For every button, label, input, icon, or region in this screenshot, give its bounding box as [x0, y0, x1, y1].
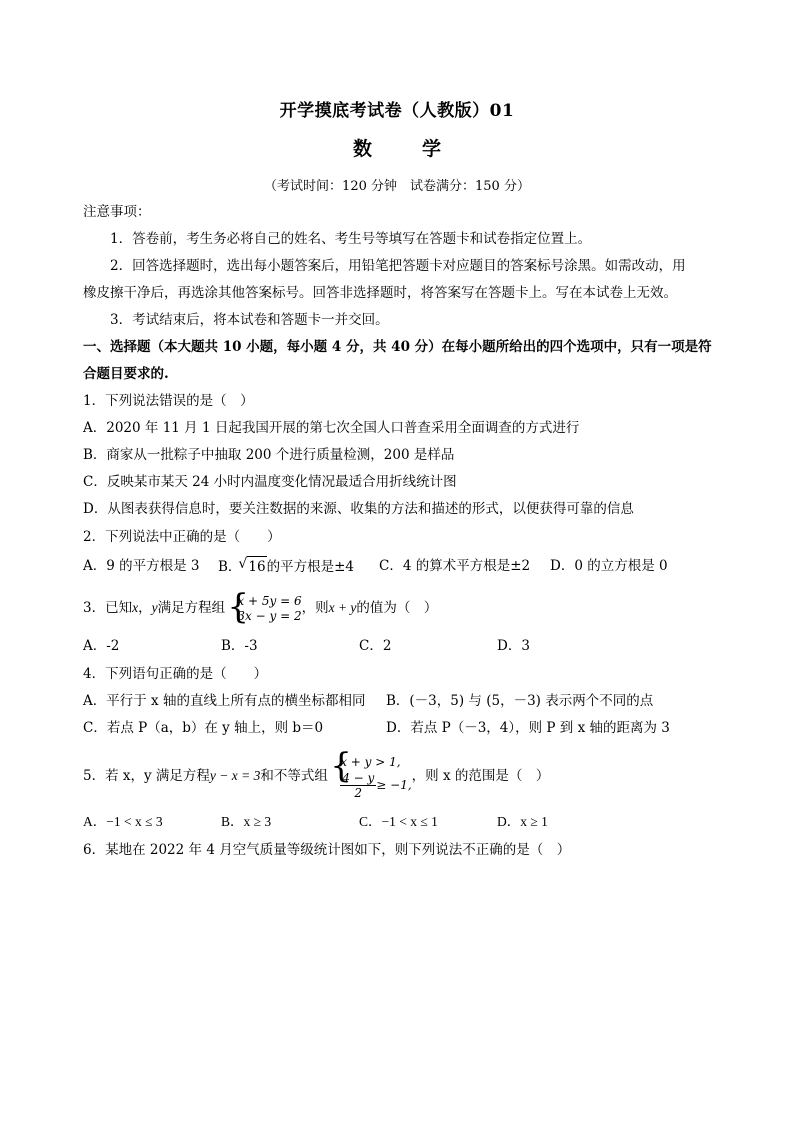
q5-option-d: D．x ≥ 1: [497, 814, 548, 829]
q5-frac-den: 2: [354, 786, 363, 800]
q5-stem-mid: 和不等式组: [260, 768, 328, 784]
q4-option-c: C．若点 P（a，b）在 y 轴上，则 b＝0: [83, 720, 324, 736]
q5-ineq2-rest: ≥ −1,: [376, 778, 412, 792]
q3-stem-then: ，则: [301, 600, 329, 616]
notice-item-2: 2．回答选择题时，选出每小题答案后，用铅笔把答题卡对应题目的答案标号涂黑。如需改动，用: [110, 258, 686, 274]
section-heading-line2: 合题目要求的.: [83, 366, 169, 382]
q5-ineq2: [340, 771, 411, 800]
q5-fraction: [340, 771, 376, 800]
notice-item-1: 1．答卷前，考生务必将自己的姓名、考生号等填写在答题卡和试卷指定位置上。: [110, 231, 592, 247]
q3-option-b: B．-3: [221, 638, 258, 654]
q2-option-a: A．9 的平方根是 3: [83, 558, 200, 574]
q3-sep: ，: [138, 600, 152, 616]
q2-option-d: D．0 的立方根是 0: [550, 558, 668, 574]
q1-option-b: B．商家从一批粽子中抽取 200 个进行质量检测，200 是样品: [83, 447, 455, 463]
subject-char-2: 学: [422, 138, 442, 160]
q3-expr: x + y: [328, 600, 357, 615]
q5-inequality-system: [332, 753, 411, 800]
q3-stem-prefix: 3．已知: [83, 600, 133, 616]
q5-stem-suffix: ，则 x 的范围是（ ）: [411, 768, 550, 784]
q1-option-c: C．反映某市某天 24 小时内温度变化情况最适合用折线统计图: [83, 474, 457, 490]
q5-option-b: B．x ≥ 3: [221, 814, 272, 829]
q2-option-c: C．4 的算术平方根是±2: [379, 558, 531, 574]
subject-heading: [0, 134, 794, 161]
exam-info: （考试时间：120 分钟 试卷满分：150 分）: [264, 179, 530, 194]
q5-equation: y − x = 3: [209, 768, 261, 783]
q2-option-b-prefix: B．: [218, 559, 242, 575]
q3-option-c: C．2: [359, 638, 392, 654]
q1-stem: 1．下列说法错误的是（ ）: [83, 393, 254, 409]
q2-option-b-suffix: 的平方根是±4: [266, 559, 355, 575]
sqrt-16: √ 16: [247, 556, 266, 577]
q5-stem: [83, 748, 549, 804]
q4-stem: 4．下列语句正确的是（ ）: [83, 666, 268, 682]
notice-item-2-cont: 橡皮擦干净后，再选涂其他答案标号。回答非选择题时，将答案写在答题卡上。写在本试卷上无效。: [83, 285, 677, 301]
q6-stem: 6．某地在 2022 年 4 月空气质量等级统计图如下，则下列说法不正确的是（ ）: [83, 842, 571, 858]
q4-option-a: A．平行于 x 轴的直线上所有点的横坐标都相同: [83, 693, 366, 709]
q4-option-d: D．若点 P（－3，4），则 P 到 x 轴的距离为 3: [386, 720, 670, 736]
q3-equation-system: [229, 594, 301, 624]
q3-option-a: A．-2: [83, 638, 120, 654]
q5-option-c: C．−1 < x ≤ 1: [359, 814, 438, 829]
q1-option-a: A．2020 年 11 月 1 日起我国开展的第七次全国人口普查采用全面调查的方式进行: [83, 420, 580, 436]
q3-eq2: 3x − y = 2: [237, 608, 302, 623]
q3-var-x: x: [132, 600, 139, 615]
exam-title: 开学摸底考试卷（人教版）01: [279, 101, 515, 121]
q3-stem-mid: 满足方程组: [157, 600, 226, 616]
q3-stem: [83, 592, 437, 624]
q5-stem-prefix: 5．若 x，y 满足方程: [83, 768, 210, 784]
subject-char-1: 数: [352, 138, 372, 160]
q4-option-b: B．(－3，5) 与 (5，－3) 表示两个不同的点: [386, 693, 654, 709]
notice-heading: 注意事项：: [83, 204, 151, 220]
q5-frac-num: 4 − y: [342, 771, 375, 785]
q2-option-b: [218, 556, 354, 577]
q1-option-d: D．从图表获得信息时，要关注数据的来源、收集的方法和描述的形式，以便获得可靠的信息: [83, 501, 634, 517]
section-heading-line1: 一、选择题（本大题共 10 小题，每小题 4 分，共 40 分）在每小题所给出的四个选项中，只有一项是符: [83, 339, 712, 355]
q5-ineq1: { x + y > 1,: [340, 755, 401, 769]
q3-stem-suffix: 的值为（ ）: [356, 600, 438, 616]
q5-option-a: A．−1 < x ≤ 3: [83, 814, 163, 829]
q3-var-y: y: [151, 600, 158, 615]
q3-eq1: { x + 5y = 6: [237, 593, 302, 608]
notice-item-3: 3．考试结束后，将本试卷和答题卡一并交回。: [110, 312, 389, 328]
q3-option-d: D．3: [497, 638, 530, 654]
q2-stem: 2．下列说法中正确的是（ ）: [83, 529, 281, 545]
